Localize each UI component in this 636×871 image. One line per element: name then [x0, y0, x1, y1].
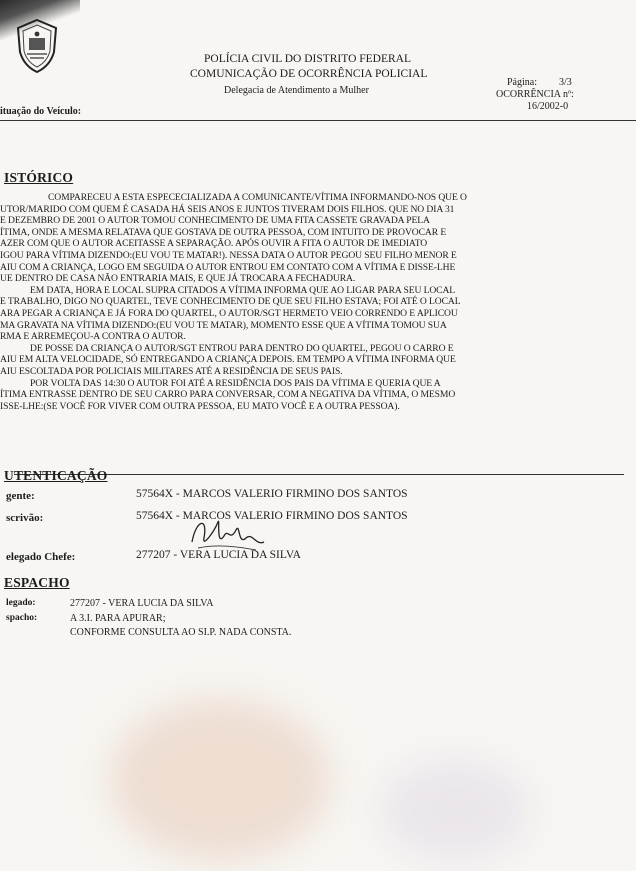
page-value: 3/3: [559, 77, 572, 88]
handwritten-signature-icon: [186, 512, 268, 554]
escrivao-value: 57564X - MARCOS VALERIO FIRMINO DOS SANTOS: [136, 510, 408, 522]
historico-line: UTOR/MARIDO COM QUEM É CASADA HÁ SEIS ANOS E JUNTOS TIVERAM DOIS FILHOS. QUE NO DIA 31: [0, 203, 455, 215]
despacho-line: CONFORME CONSULTA AO SI.P. NADA CONSTA.: [70, 627, 292, 638]
historico-line: ARA PEGAR A CRIANÇA E JÁ FORA DO QUARTEL, O AUTOR/SGT HERMETO VEIO CORRENDO E APLICOU: [0, 307, 458, 319]
despacho-delegado-label: legado:: [6, 598, 36, 608]
page-label: Página:: [507, 77, 537, 88]
historico-line: ÍTIMA ENTRASSE DENTRO DE SEU CARRO PARA CONVERSAR, COM A NEGATIVA DA VÍTIMA, O MESMO: [0, 389, 456, 401]
police-seal-icon: [14, 18, 60, 74]
despacho-title: ESPACHO: [4, 575, 70, 590]
despacho-label: spacho:: [6, 613, 38, 623]
historico-line: EM DATA, HORA E LOCAL SUPRA CITADOS A VÍTIMA INFORMA QUE AO LIGAR PARA SEU LOCAL: [30, 284, 456, 296]
historico-line: POR VOLTA DAS 14:30 O AUTOR FOI ATÉ A RESIDÊNCIA DOS PAIS DA VÍTIMA E QUERIA QUE A: [30, 377, 441, 389]
delegado-chefe-label: elegado Chefe:: [6, 551, 76, 563]
historico-line: AZER COM QUE O AUTOR ACEITASSE A SEPARAÇÃO. APÓS OUVIR A FITA O AUTOR DE IMEDIATO: [0, 238, 428, 250]
historico-line: E TRABALHO, DIGO NO QUARTEL, TEVE CONHECIMENTO DE QUE SEU FILHO ESTAVA; FOI ATÉ O LOCAL: [0, 296, 461, 308]
historico-line: IGOU PARA VÍTIMA DIZENDO:(EU VOU TE MATAR!). NESSA DATA O AUTOR PEGOU SEU FILHO MENOR E: [0, 249, 457, 261]
historico-title: ISTÓRICO: [4, 170, 74, 185]
despacho-delegado-value: 277207 - VERA LUCIA DA SILVA: [70, 598, 214, 609]
historico-line: UE DENTRO DE CASA NÃO ENTRARIA MAIS, E QUE JÁ TROCARA A FECHADURA.: [0, 273, 356, 285]
agente-label: gente:: [6, 490, 35, 502]
agente-value: 57564X - MARCOS VALERIO FIRMINO DOS SANTOS: [136, 488, 408, 500]
historico-line: DE POSSE DA CRIANÇA O AUTOR/SGT ENTROU PARA DENTRO DO QUARTEL, PEGOU O CARRO E: [30, 342, 454, 354]
header-document-type: COMUNICAÇÃO DE OCORRÊNCIA POLICIAL: [190, 68, 428, 80]
historico-line: ÍTIMA, ONDE A MESMA RELATAVA QUE GOSTAVA DE OUTRA PESSOA, COM INTUITO DE PROVOCAR E: [0, 226, 447, 238]
header-department: Delegacia de Atendimento a Mulher: [224, 85, 369, 96]
historico-line: COMPARECEU A ESTA ESPECECIALIZADA A COMUNICANTE/VÍTIMA INFORMANDO-NOS QUE O: [48, 192, 467, 203]
despacho-line: A 3.I. PARA APURAR;: [70, 613, 166, 624]
occurrence-value: 16/2002-0: [527, 101, 569, 112]
vehicle-status-label: ituação do Veículo:: [0, 106, 82, 117]
historico-line: ISSE-LHE:(SE VOCÊ FOR VIVER COM OUTRA PESSOA, EU MATO VOCÊ E A OUTRA PESSOA).: [0, 400, 400, 412]
escrivao-label: scrivão:: [6, 512, 44, 524]
historico-line: E DEZEMBRO DE 2001 O AUTOR TOMOU CONHECIMENTO DE UMA FITA CASSETE GRAVADA PELA: [0, 215, 430, 227]
historico-line: AIU ESCOLTADA POR POLICIAIS MILITARES ATÉ A RESIDÊNCIA DE SEUS PAIS.: [0, 365, 343, 377]
delegado-chefe-value: 277207 - VERA LUCIA DA SILVA: [136, 549, 301, 561]
historico-line: RMA E ARREMEÇOU-A CONTRA O AUTOR.: [0, 331, 186, 343]
historico-line: AIU EM ALTA VELOCIDADE, SÓ ENTREGANDO A CRIANÇA DEPOIS. EM TEMPO A VÍTIMA INFORMA QUE: [0, 354, 456, 366]
scan-smudge: [380, 760, 530, 860]
header-agency: POLÍCIA CIVIL DO DISTRITO FEDERAL: [204, 53, 411, 65]
autenticacao-title: UTENTICAÇÃO: [4, 468, 108, 483]
historico-body: [0, 192, 636, 412]
historico-line: AIU COM A CRIANÇA, LOGO EM SEGUIDA O AUTOR ENTROU EM CONTATO COM A VÍTIMA E DISSE-LHE: [0, 261, 456, 273]
header-divider: [0, 120, 636, 121]
scan-smudge: [110, 700, 330, 860]
occurrence-label: OCORRÊNCIA nº:: [496, 89, 574, 100]
historico-line: MA GRAVATA NA VÍTIMA DIZENDO:(EU VOU TE MATAR), MOMENTO ESSE QUE A VÍTIMA TOMOU SUA: [0, 319, 447, 331]
